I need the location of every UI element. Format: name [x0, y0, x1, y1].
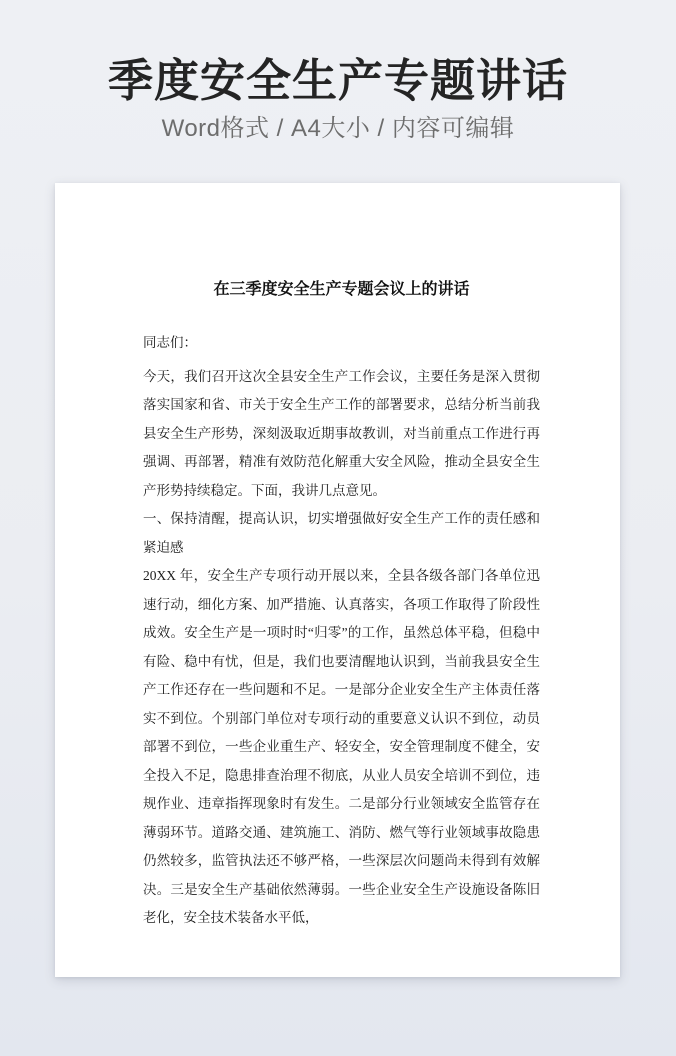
- doc-paragraph-intro: 今天，我们召开这次全县安全生产工作会议，主要任务是深入贯彻落实国家和省、市关于安全生产工作的部署要求，总结分析当前我县安全生产形势，深刻汲取近期事故教训，对当前重点工作进行再强调、再部署，精准有效防范化解重大安全风险，推动全县安全生产形势持续稳定。下面，我讲几点意见。: [143, 368, 540, 498]
- banner-title: 季度安全生产专题讲话: [107, 55, 568, 106]
- doc-paragraph-section-body: 20XX 年，安全生产专项行动开展以来，全县各级各部门各单位迅速行动，细化方案、加严措施、认真落实，各项工作取得了阶段性成效。安全生产是一项时时“归零”的工作，虽然总体平稳，但稳中有险、稳中有忧，但是，我们也要清醒地认识到，当前我县安全生产工作还存在一些问题和不足。一是部分企业安全生产主体责任落实不到位。个别部门单位对专项行动的重要意义认识不到位，动员部署不到位，一些企业重生产、轻安全，安全管理制度不健全，安全投入不足，隐患排查治理不彻底，从业人员安全培训不到位，违规作业、违章指挥现象时有发生。二是部分行业领域安全监管存在薄弱环节。道路交通、建筑施工、消防、燃气等行业领域事故隐患仍然较多，监管执法还不够严格，一些深层次问题尚未得到有效解决。三是安全生产基础依然薄弱。一些企业安全生产设施设备陈旧老化，安全技术装备水平低，: [143, 568, 540, 925]
- doc-paragraph-section-heading: 一、保持清醒，提高认识，切实增强做好安全生产工作的责任感和紧迫感: [143, 511, 540, 555]
- document-body: [143, 329, 540, 933]
- document-page: [55, 183, 620, 977]
- document-title: 在三季度安全生产专题会议上的讲话: [213, 281, 470, 298]
- doc-paragraph-salutation: 同志们：: [143, 335, 197, 350]
- banner-subtitle: Word格式 / A4大小 / 内容可编辑: [161, 114, 515, 142]
- preview-banner: [0, 0, 676, 143]
